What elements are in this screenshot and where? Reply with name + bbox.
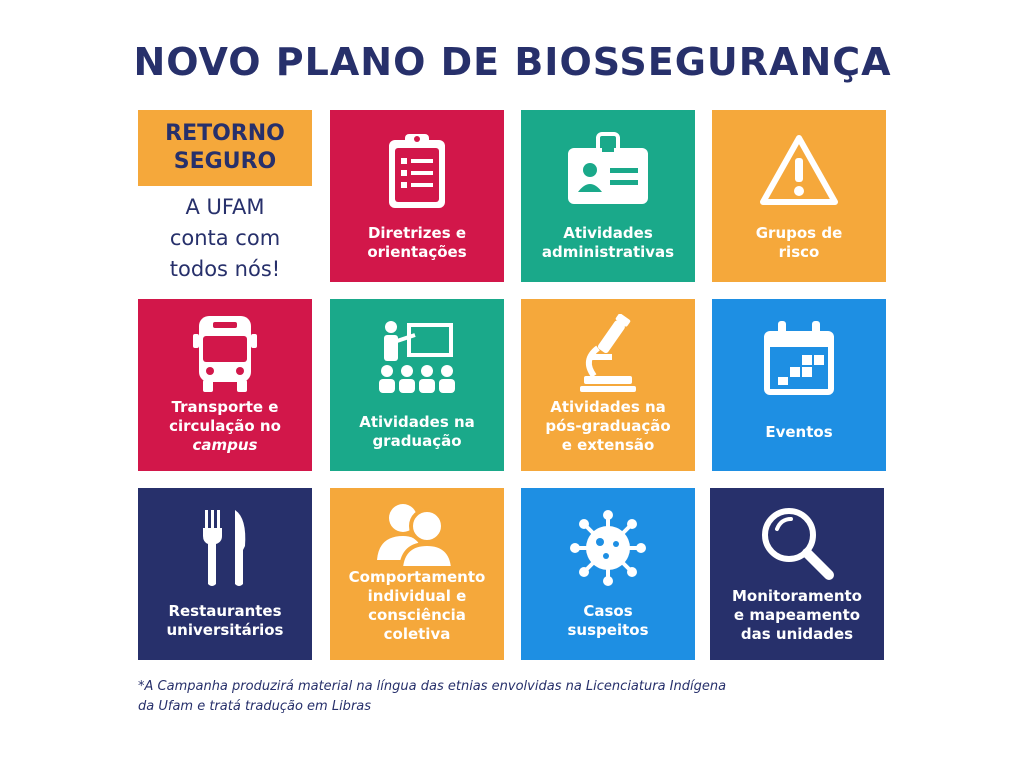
tile-label-2: individual e: [367, 587, 467, 605]
tile-label-2: suspeitos: [567, 621, 649, 639]
tile-casos-suspeitos[interactable]: [521, 488, 695, 660]
tile-grupos-de-risco[interactable]: [712, 110, 886, 282]
tile-atividades-administrativas[interactable]: [521, 110, 695, 282]
tile-label-1: Atividades na: [359, 413, 475, 431]
tagline: [138, 192, 312, 285]
people-icon: [375, 498, 459, 568]
tile-label-1: Atividades na: [550, 398, 666, 416]
bus-icon: [193, 309, 257, 398]
tile-restaurantes[interactable]: [138, 488, 312, 660]
tile-label-1: Transporte e: [171, 398, 279, 416]
tile-label-2: graduação: [372, 432, 462, 450]
tagline-line-3: todos nós!: [169, 257, 281, 281]
page-title: NOVO PLANO DE BIOSSEGURANÇA: [133, 40, 892, 84]
tile-label-1: Comportamento: [348, 568, 486, 586]
tile-label-2: universitários: [166, 621, 284, 639]
tile-label-1: Diretrizes e: [367, 224, 467, 242]
virus-icon: [570, 498, 646, 598]
tile-label-2: administrativas: [541, 243, 675, 261]
tile-transporte[interactable]: [138, 299, 312, 471]
calendar-icon: [760, 309, 838, 409]
footnote-line-2: da Ufam e tratá tradução em Libras: [138, 699, 372, 714]
tile-label-2: risco: [778, 243, 820, 261]
tile-eventos[interactable]: [712, 299, 886, 471]
fork-knife-icon: [197, 498, 253, 598]
retorno-seguro-badge: [138, 110, 312, 186]
badge-line-1: RETORNO: [165, 121, 285, 146]
tile-label-1: Monitoramento: [731, 587, 862, 605]
tile-label-1: Eventos: [765, 422, 833, 441]
tile-label-1: Restaurantes: [168, 602, 282, 620]
tagline-line-2: conta com: [169, 226, 281, 250]
magnifier-icon: [757, 498, 837, 587]
warning-icon: [757, 120, 841, 220]
tagline-line-1: A UFAM: [185, 195, 265, 219]
tile-atividades-graduacao[interactable]: [330, 299, 504, 471]
tile-label-2: e mapeamento: [733, 606, 861, 624]
tile-label-4: coletiva: [383, 625, 451, 643]
tile-atividades-pos-graduacao[interactable]: [521, 299, 695, 471]
tile-comportamento[interactable]: [330, 488, 504, 660]
tile-label-1: Grupos de: [755, 224, 843, 242]
id-badge-icon: [566, 120, 650, 220]
badge-line-2: SEGURO: [173, 149, 277, 174]
tile-label-3: campus: [192, 436, 258, 454]
footnote-line-1: *A Campanha produzirá material na língua das etnias envolvidas na Licenciatura Indígena: [138, 679, 727, 694]
tile-label-2: circulação no: [169, 417, 281, 435]
tile-diretrizes[interactable]: [330, 110, 504, 282]
tile-label-2: orientações: [367, 243, 467, 261]
microscope-icon: [576, 309, 640, 398]
tile-label-3: consciência: [368, 606, 466, 624]
tile-monitoramento[interactable]: [710, 488, 884, 660]
tile-label-3: das unidades: [740, 625, 854, 643]
clipboard-icon: [385, 120, 449, 220]
tile-label-1: Atividades: [563, 224, 653, 242]
tile-label-1: Casos: [583, 602, 633, 620]
tile-label-3: e extensão: [561, 436, 655, 454]
classroom-icon: [375, 309, 459, 409]
footnote: [138, 677, 898, 717]
tile-label-2: pós-graduação: [545, 417, 671, 435]
